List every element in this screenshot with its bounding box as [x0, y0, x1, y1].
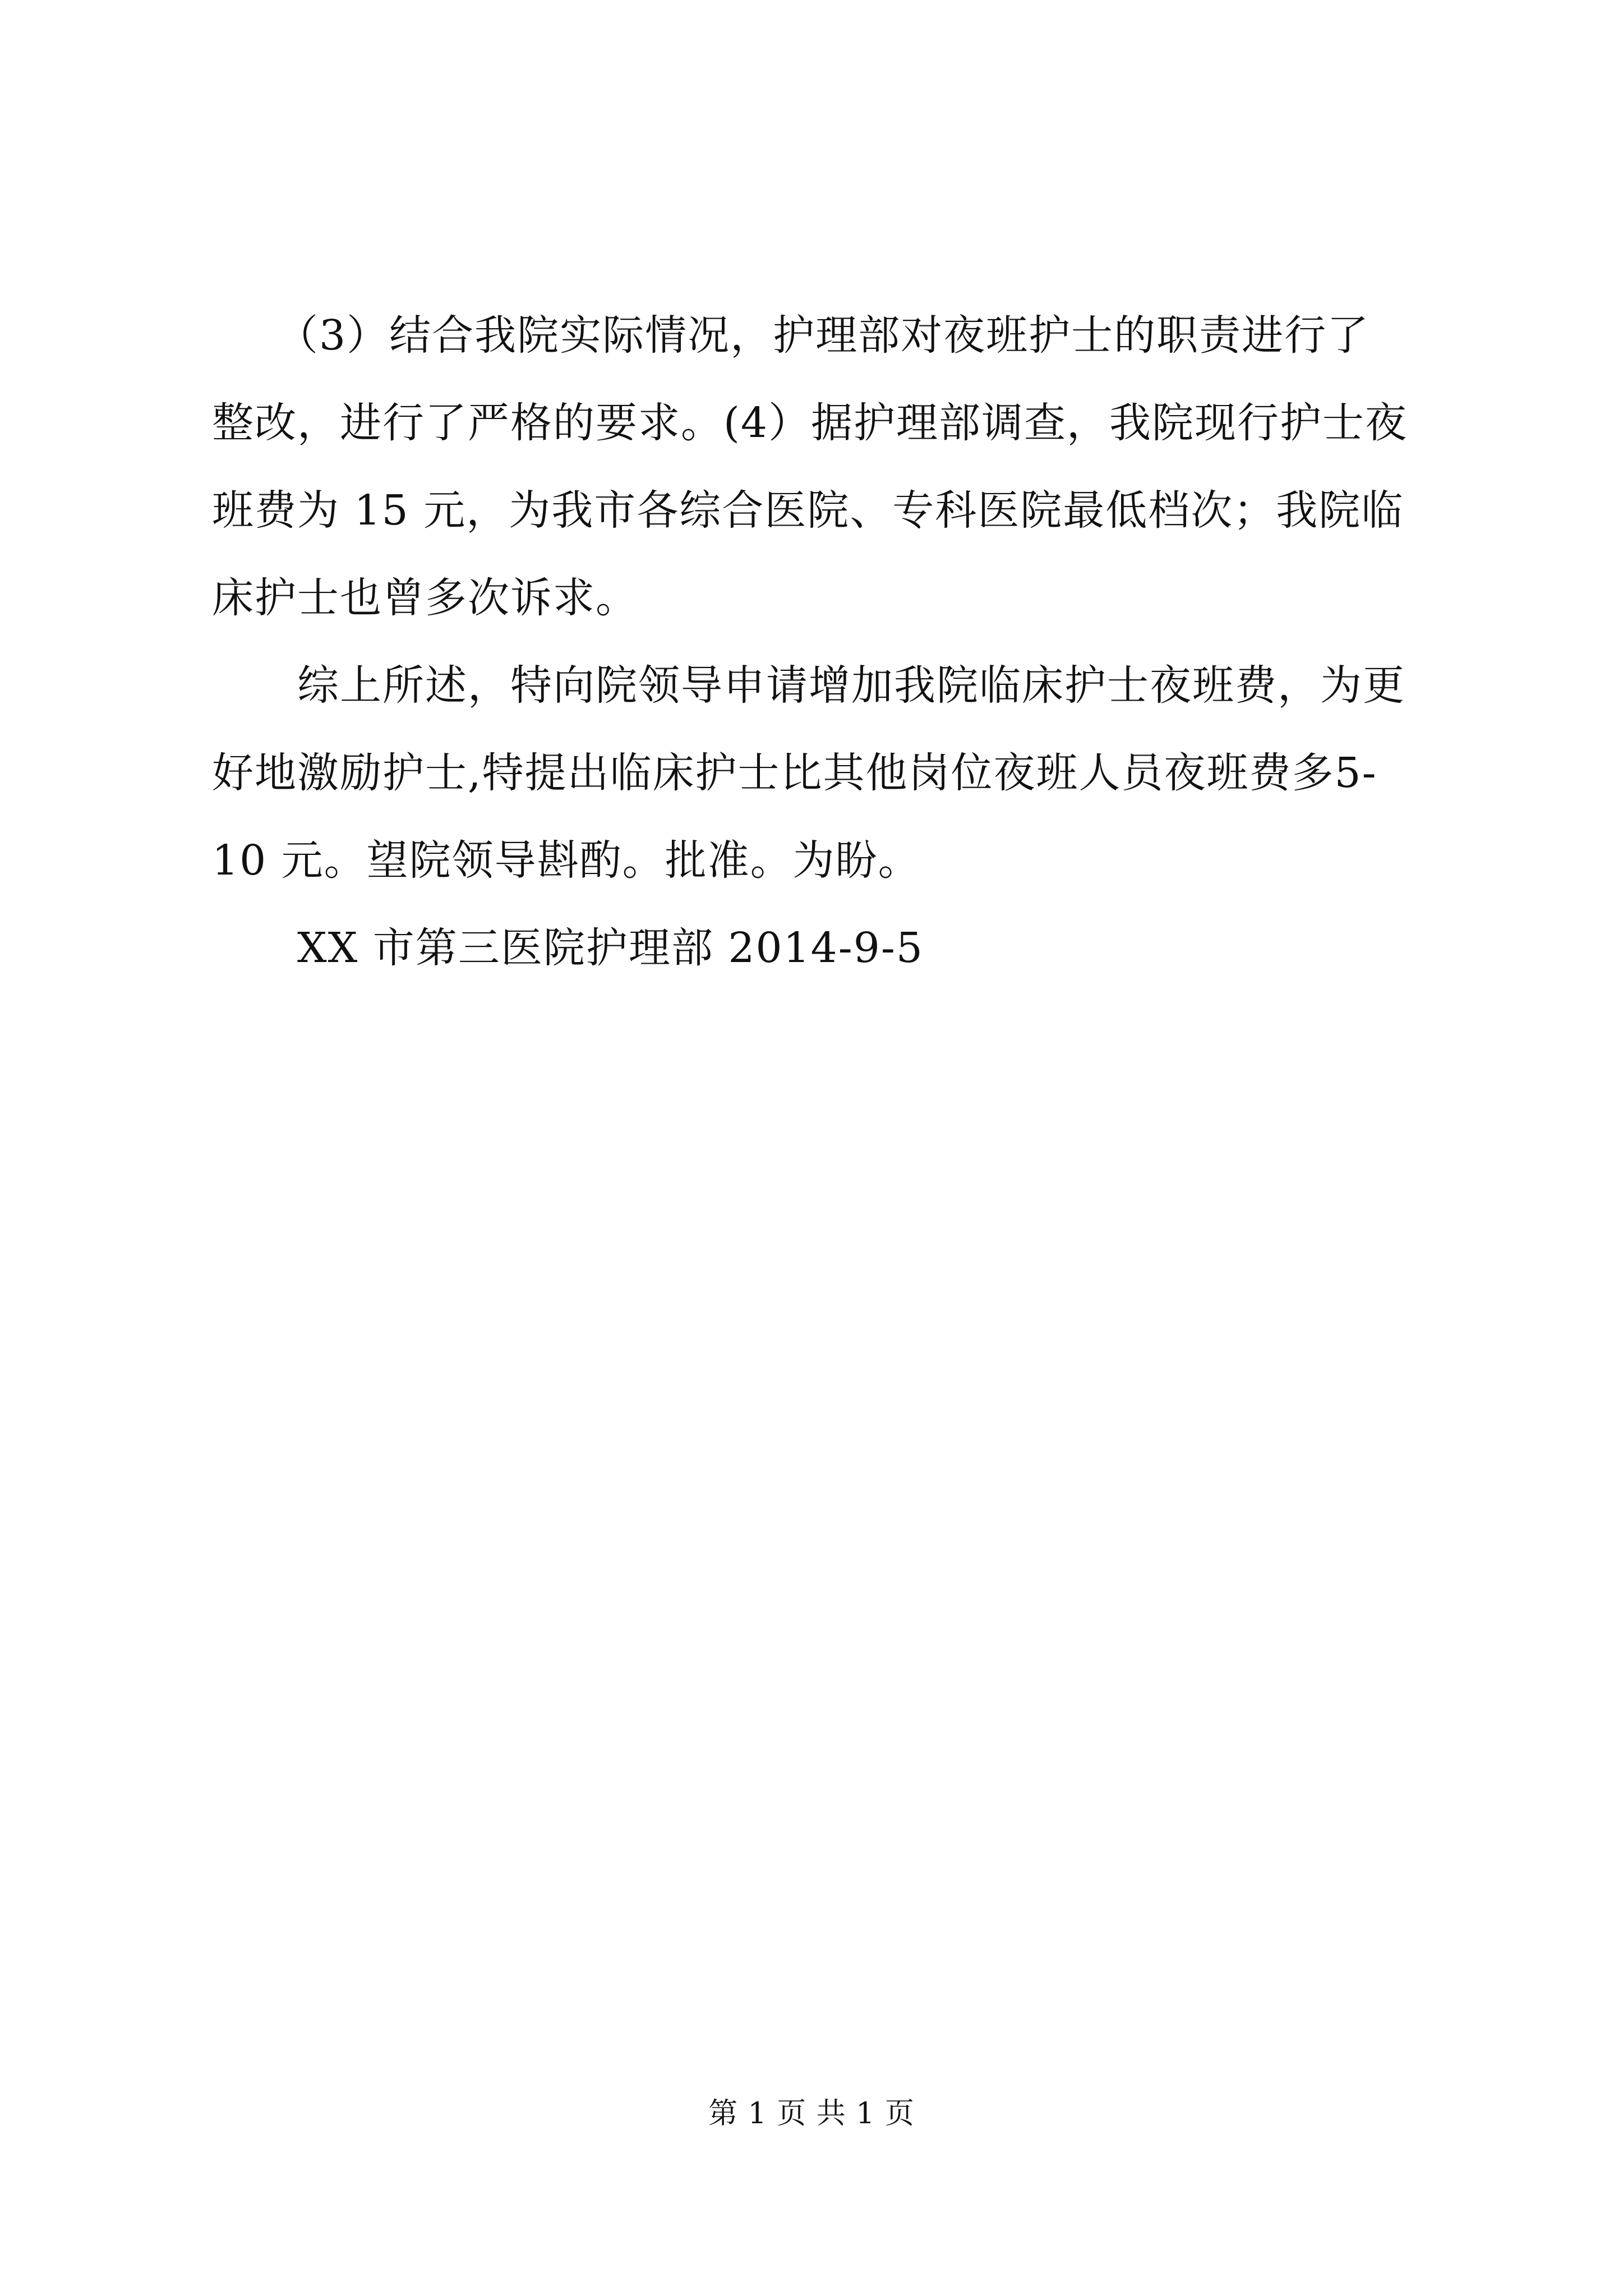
body-line-6: 好地激励护士,特提出临床护士比其他岗位夜班人员夜班费多5- [212, 749, 1377, 797]
body-line-7: 10 元。望院领导斟酌。批准。为盼。 [212, 836, 921, 885]
page-footer [0, 2091, 1623, 2136]
body-line-1: （3）结合我院实际情况，护理部对夜班护士的职责进行了 [212, 311, 1370, 360]
body-line-5: 综上所述，特向院领导申请增加我院临床护士夜班费，为更 [212, 661, 1405, 710]
body-line-3: 班费为 15 元，为我市各综合医院、专科医院最低档次；我院临 [212, 486, 1404, 535]
body-line-2: 整改，进行了严格的要求。(4）据护理部调查，我院现行护士夜 [212, 399, 1408, 447]
signature-line: XX 市第三医院护理部 2014-9-5 [212, 924, 924, 972]
page-number: 第 1 页 共 1 页 [708, 2097, 915, 2131]
document-body [212, 292, 1418, 992]
body-line-4: 床护士也曾多次诉求。 [212, 574, 638, 622]
